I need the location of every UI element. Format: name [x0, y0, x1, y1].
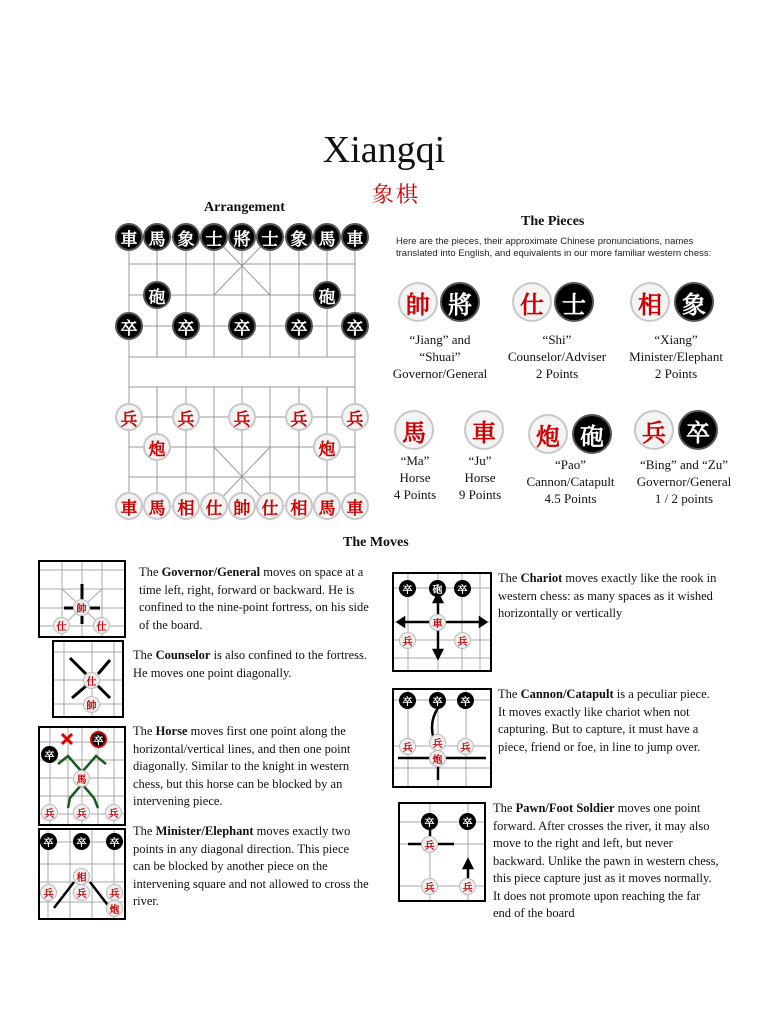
piece-icon-ju: 車 — [464, 410, 504, 450]
soldier-piece: 兵 — [73, 804, 90, 821]
elephant-piece: 相 — [73, 868, 90, 885]
piece-icon-shi-black: 士 — [554, 282, 594, 322]
pieces-heading: The Pieces — [521, 214, 585, 229]
cannon-piece: 炮 — [429, 750, 446, 767]
piece-icon-shuai: 帥 — [398, 282, 438, 322]
piece-caption-general: “Jiang” and “Shuai” Governor/General — [392, 332, 488, 381]
general-piece: 帥 — [83, 696, 100, 713]
black-soldier-piece: 卒 — [106, 833, 123, 850]
black-soldier-piece: 卒 — [459, 813, 476, 830]
piece-black-chariot: 車 — [341, 223, 369, 251]
piece-red-soldier: 兵 — [228, 403, 256, 431]
piece-black-elephant: 象 — [172, 223, 200, 251]
piece-icon-bing: 兵 — [634, 410, 674, 450]
piece-black-soldier: 卒 — [228, 312, 256, 340]
piece-red-soldier: 兵 — [341, 403, 369, 431]
piece-red-soldier: 兵 — [285, 403, 313, 431]
move-desc-chariot: The Chariot moves exactly like the rook in western chess: as many spaces as it wished horizontally or vertically — [498, 571, 717, 620]
piece-black-chariot: 車 — [115, 223, 143, 251]
adviser-piece: 仕 — [53, 617, 70, 634]
diagram-horse-move — [38, 726, 126, 826]
piece-red-cannon: 炮 — [143, 433, 171, 461]
soldier-piece: 兵 — [457, 738, 474, 755]
cannon-piece: 炮 — [106, 900, 123, 917]
soldier-piece: 兵 — [421, 878, 438, 895]
piece-icon-jiang: 將 — [440, 282, 480, 322]
black-soldier-piece: 卒 — [90, 731, 107, 748]
board-grid — [112, 222, 372, 520]
black-soldier-piece: 卒 — [421, 813, 438, 830]
diagram-pawn-move — [398, 802, 486, 902]
piece-red-elephant: 相 — [285, 492, 313, 520]
soldier-piece: 兵 — [106, 884, 123, 901]
adviser-piece: 仕 — [93, 617, 110, 634]
arrangement-heading: Arrangement — [204, 200, 285, 215]
piece-caption-chariot: “Ju” Horse 9 Points — [458, 453, 502, 502]
black-soldier-piece: 卒 — [399, 580, 416, 597]
piece-black-horse: 馬 — [143, 223, 171, 251]
move-desc-general: The Governor/General moves on space at a time left, right, forward or backward. He is confined to the nine-point fortress, on his side of the board. — [139, 565, 369, 632]
moves-heading: The Moves — [343, 535, 409, 550]
piece-red-horse: 馬 — [143, 492, 171, 520]
piece-black-soldier: 卒 — [115, 312, 143, 340]
piece-icon-zu: 卒 — [678, 410, 718, 450]
piece-black-adviser: 士 — [256, 223, 284, 251]
move-desc-horse: The Horse moves first one point along the horizontal/vertical lines, and then one point diagonally. Similar to the knight in western chess, but this horse can be blocked by an intervening piece. — [133, 724, 351, 808]
black-soldier-piece: 卒 — [73, 833, 90, 850]
black-soldier-piece: 卒 — [41, 746, 58, 763]
move-desc-cannon: The Cannon/Catapult is a peculiar piece. It moves exactly like chariot when not capturing. But to capture, it must have a piece, friend or foe, in line to jump over. — [498, 687, 710, 754]
soldier-piece: 兵 — [105, 804, 122, 821]
soldier-piece: 兵 — [459, 878, 476, 895]
piece-red-adviser: 仕 — [256, 492, 284, 520]
black-soldier-piece: 卒 — [457, 692, 474, 709]
black-soldier-piece: 卒 — [454, 580, 471, 597]
piece-icon-pao-black: 砲 — [572, 414, 612, 454]
soldier-piece: 兵 — [41, 804, 58, 821]
piece-caption-horse: “Ma” Horse 4 Points — [393, 453, 437, 502]
piece-caption-adviser: “Shi” Counselor/Adviser 2 Points — [507, 332, 607, 381]
horse-piece: 馬 — [73, 770, 90, 787]
soldier-piece: 兵 — [40, 884, 57, 901]
piece-icon-shi-red: 仕 — [512, 282, 552, 322]
soldier-piece: 兵 — [73, 884, 90, 901]
soldier-piece: 兵 — [454, 632, 471, 649]
piece-black-elephant: 象 — [285, 223, 313, 251]
piece-icon-xiang-red: 相 — [630, 282, 670, 322]
piece-red-elephant: 相 — [172, 492, 200, 520]
piece-red-adviser: 仕 — [200, 492, 228, 520]
piece-black-soldier: 卒 — [285, 312, 313, 340]
pieces-intro: Here are the pieces, their approximate Chinese pronunciations, names translated into English, and equivalents in our more familiar western chess: — [396, 236, 712, 259]
piece-black-horse: 馬 — [313, 223, 341, 251]
black-soldier-piece: 卒 — [40, 833, 57, 850]
diagram-counselor-move — [52, 640, 124, 718]
piece-caption-cannon: “Pao” Cannon/Catapult 4.5 Points — [526, 457, 615, 506]
diagram-general-move — [38, 560, 126, 638]
diagram-elephant-move — [38, 828, 126, 920]
general-piece: 帥 — [73, 599, 90, 616]
soldier-piece: 兵 — [399, 632, 416, 649]
black-soldier-piece: 卒 — [429, 692, 446, 709]
piece-red-cannon: 炮 — [313, 433, 341, 461]
piece-caption-soldier: “Bing” and “Zu” Governor/General 1 / 2 points — [636, 457, 732, 506]
diagram-cannon-move — [392, 688, 492, 788]
black-soldier-piece: 卒 — [399, 692, 416, 709]
adviser-piece: 仕 — [83, 672, 100, 689]
soldier-piece: 兵 — [399, 738, 416, 755]
piece-icon-ma: 馬 — [394, 410, 434, 450]
move-desc-pawn: The Pawn/Foot Soldier moves one point forward. After crosses the river, it may also move to the right and left, but never backward. Unlike the pawn in western chess, this piece capture just as it moves normally. It does not promote upon reaching the far end of the board — [493, 801, 719, 920]
piece-black-soldier: 卒 — [172, 312, 200, 340]
piece-red-soldier: 兵 — [115, 403, 143, 431]
piece-black-general: 將 — [228, 223, 256, 251]
piece-black-cannon: 砲 — [143, 281, 171, 309]
piece-black-cannon: 砲 — [313, 281, 341, 309]
arrangement-board — [112, 222, 372, 520]
piece-red-soldier: 兵 — [172, 403, 200, 431]
piece-red-general: 帥 — [228, 492, 256, 520]
move-desc-elephant: The Minister/Elephant moves exactly two points in any diagonal direction. This piece can be blocked by another piece on the intervening square and not allowed to cross the river. — [133, 824, 369, 908]
page-title: Xiangqi — [322, 129, 446, 171]
black-cannon-piece: 砲 — [429, 580, 446, 597]
page-subtitle-chinese: 象棋 — [372, 182, 421, 207]
piece-black-adviser: 士 — [200, 223, 228, 251]
chariot-piece: 車 — [429, 614, 446, 631]
piece-icon-xiang-black: 象 — [674, 282, 714, 322]
move-desc-counselor: The Counselor is also confined to the fortress. He moves one point diagonally. — [133, 648, 367, 680]
piece-red-chariot: 車 — [115, 492, 143, 520]
diagram-chariot-move — [392, 572, 492, 672]
piece-icon-pao-red: 炮 — [528, 414, 568, 454]
soldier-piece: 兵 — [429, 734, 446, 751]
piece-red-chariot: 車 — [341, 492, 369, 520]
piece-red-horse: 馬 — [313, 492, 341, 520]
piece-black-soldier: 卒 — [341, 312, 369, 340]
piece-caption-elephant: “Xiang” Minister/Elephant 2 Points — [629, 332, 723, 381]
soldier-piece: 兵 — [421, 836, 438, 853]
